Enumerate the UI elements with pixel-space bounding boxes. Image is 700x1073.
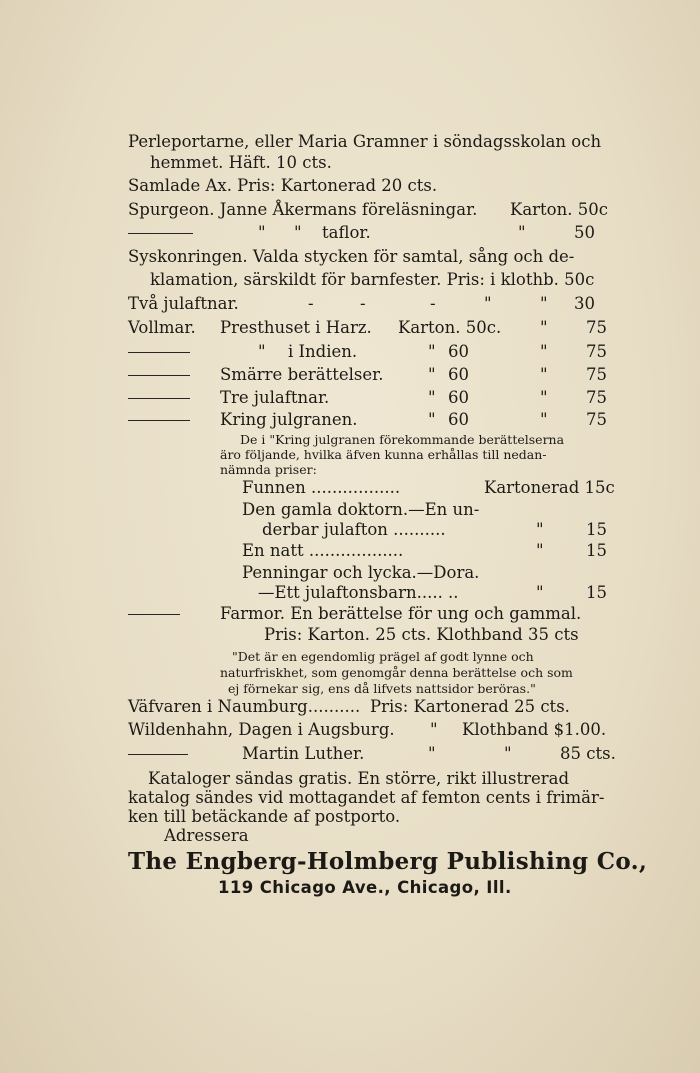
publisher-name: The Engberg-Holmberg Publishing Co., bbox=[128, 848, 648, 875]
catalog-line: Penningar och lycka.—Dora. bbox=[242, 563, 480, 582]
catalog-line: Två julaftnar. - - - " " 30 bbox=[128, 294, 595, 313]
catalog-line: Smärre berättelser. " 60 " 75 bbox=[128, 364, 618, 386]
note-line: De i "Kring julgranen förekommande berättelserna bbox=[240, 432, 565, 447]
catalog-line: ken till betäckande af postporto. bbox=[128, 807, 401, 826]
catalog-line: Adressera bbox=[164, 826, 249, 845]
catalog-line: Kataloger sändas gratis. En större, rikt illustrerad bbox=[148, 769, 570, 788]
catalog-line: " " taflor. " 50 bbox=[128, 222, 618, 244]
publisher-address: 119 Chicago Ave., Chicago, Ill. bbox=[218, 878, 512, 897]
catalog-line: derbar julafton .......... " 15 bbox=[262, 520, 607, 539]
catalog-line: Spurgeon. Janne Åkermans föreläsningar. Karton. 50c bbox=[128, 200, 608, 219]
catalog-line: Farmor. En berättelse för ung och gammal. bbox=[128, 603, 618, 625]
catalog-line: " i Indien. " 60 " 75 bbox=[128, 341, 618, 363]
quote-line: naturfriskhet, som genomgår denna berättelse och som bbox=[220, 665, 573, 680]
ditto-dash bbox=[128, 614, 180, 615]
catalog-line: Pris: Karton. 25 cts. Klothband 35 cts bbox=[264, 625, 579, 644]
catalog-line: klamation, särskildt för barnfester. Pris: i klothb. 50c bbox=[150, 270, 595, 289]
catalog-line: Den gamla doktorn.—En un- bbox=[242, 500, 480, 519]
ditto-dash bbox=[128, 352, 190, 353]
quote-line: ej förnekar sig, ens då lifvets nattsidor beröras." bbox=[228, 681, 536, 696]
catalog-line: Vollmar. Presthuset i Harz. Karton. 50c. " 75 bbox=[128, 318, 607, 337]
catalog-line: Martin Luther. " " 85 cts. bbox=[128, 743, 618, 765]
catalog-line: Samlade Ax. Pris: Kartonerad 20 cts. bbox=[128, 176, 438, 195]
ditto-dash bbox=[128, 754, 188, 755]
catalog-line: katalog sändes vid mottagandet af femton cents i frimär- bbox=[128, 788, 605, 807]
note-line: nämnda priser: bbox=[220, 462, 317, 477]
quote-line: "Det är en egendomlig prägel af godt lynne och bbox=[232, 649, 534, 664]
catalog-line: Tre julaftnar. " 60 " 75 bbox=[128, 387, 618, 409]
catalog-line: Syskonringen. Valda stycken för samtal, sång och de- bbox=[128, 247, 575, 266]
ditto-dash bbox=[128, 420, 190, 421]
note-line: äro följande, hvilka äfven kunna erhållas till nedan- bbox=[220, 447, 547, 462]
ditto-dash bbox=[128, 233, 193, 234]
ditto-dash bbox=[128, 375, 190, 376]
catalog-line: Väfvaren i Naumburg.......... Pris: Kartonerad 25 cts. bbox=[128, 697, 570, 716]
catalog-line: —Ett julaftonsbarn..... .. " 15 bbox=[258, 583, 607, 602]
catalog-line: Funnen ................. Kartonerad 15c bbox=[242, 478, 615, 497]
catalog-line: Wildenhahn, Dagen i Augsburg. " Klothband $1.00. bbox=[128, 720, 607, 739]
ditto-dash bbox=[128, 398, 190, 399]
catalog-line: En natt .................. " 15 bbox=[242, 541, 607, 560]
catalog-line: Perleportarne, eller Maria Gramner i söndagsskolan och bbox=[128, 132, 602, 151]
catalog-line: hemmet. Häft. 10 cts. bbox=[150, 153, 332, 172]
catalog-line: Kring julgranen. " 60 " 75 bbox=[128, 409, 618, 431]
